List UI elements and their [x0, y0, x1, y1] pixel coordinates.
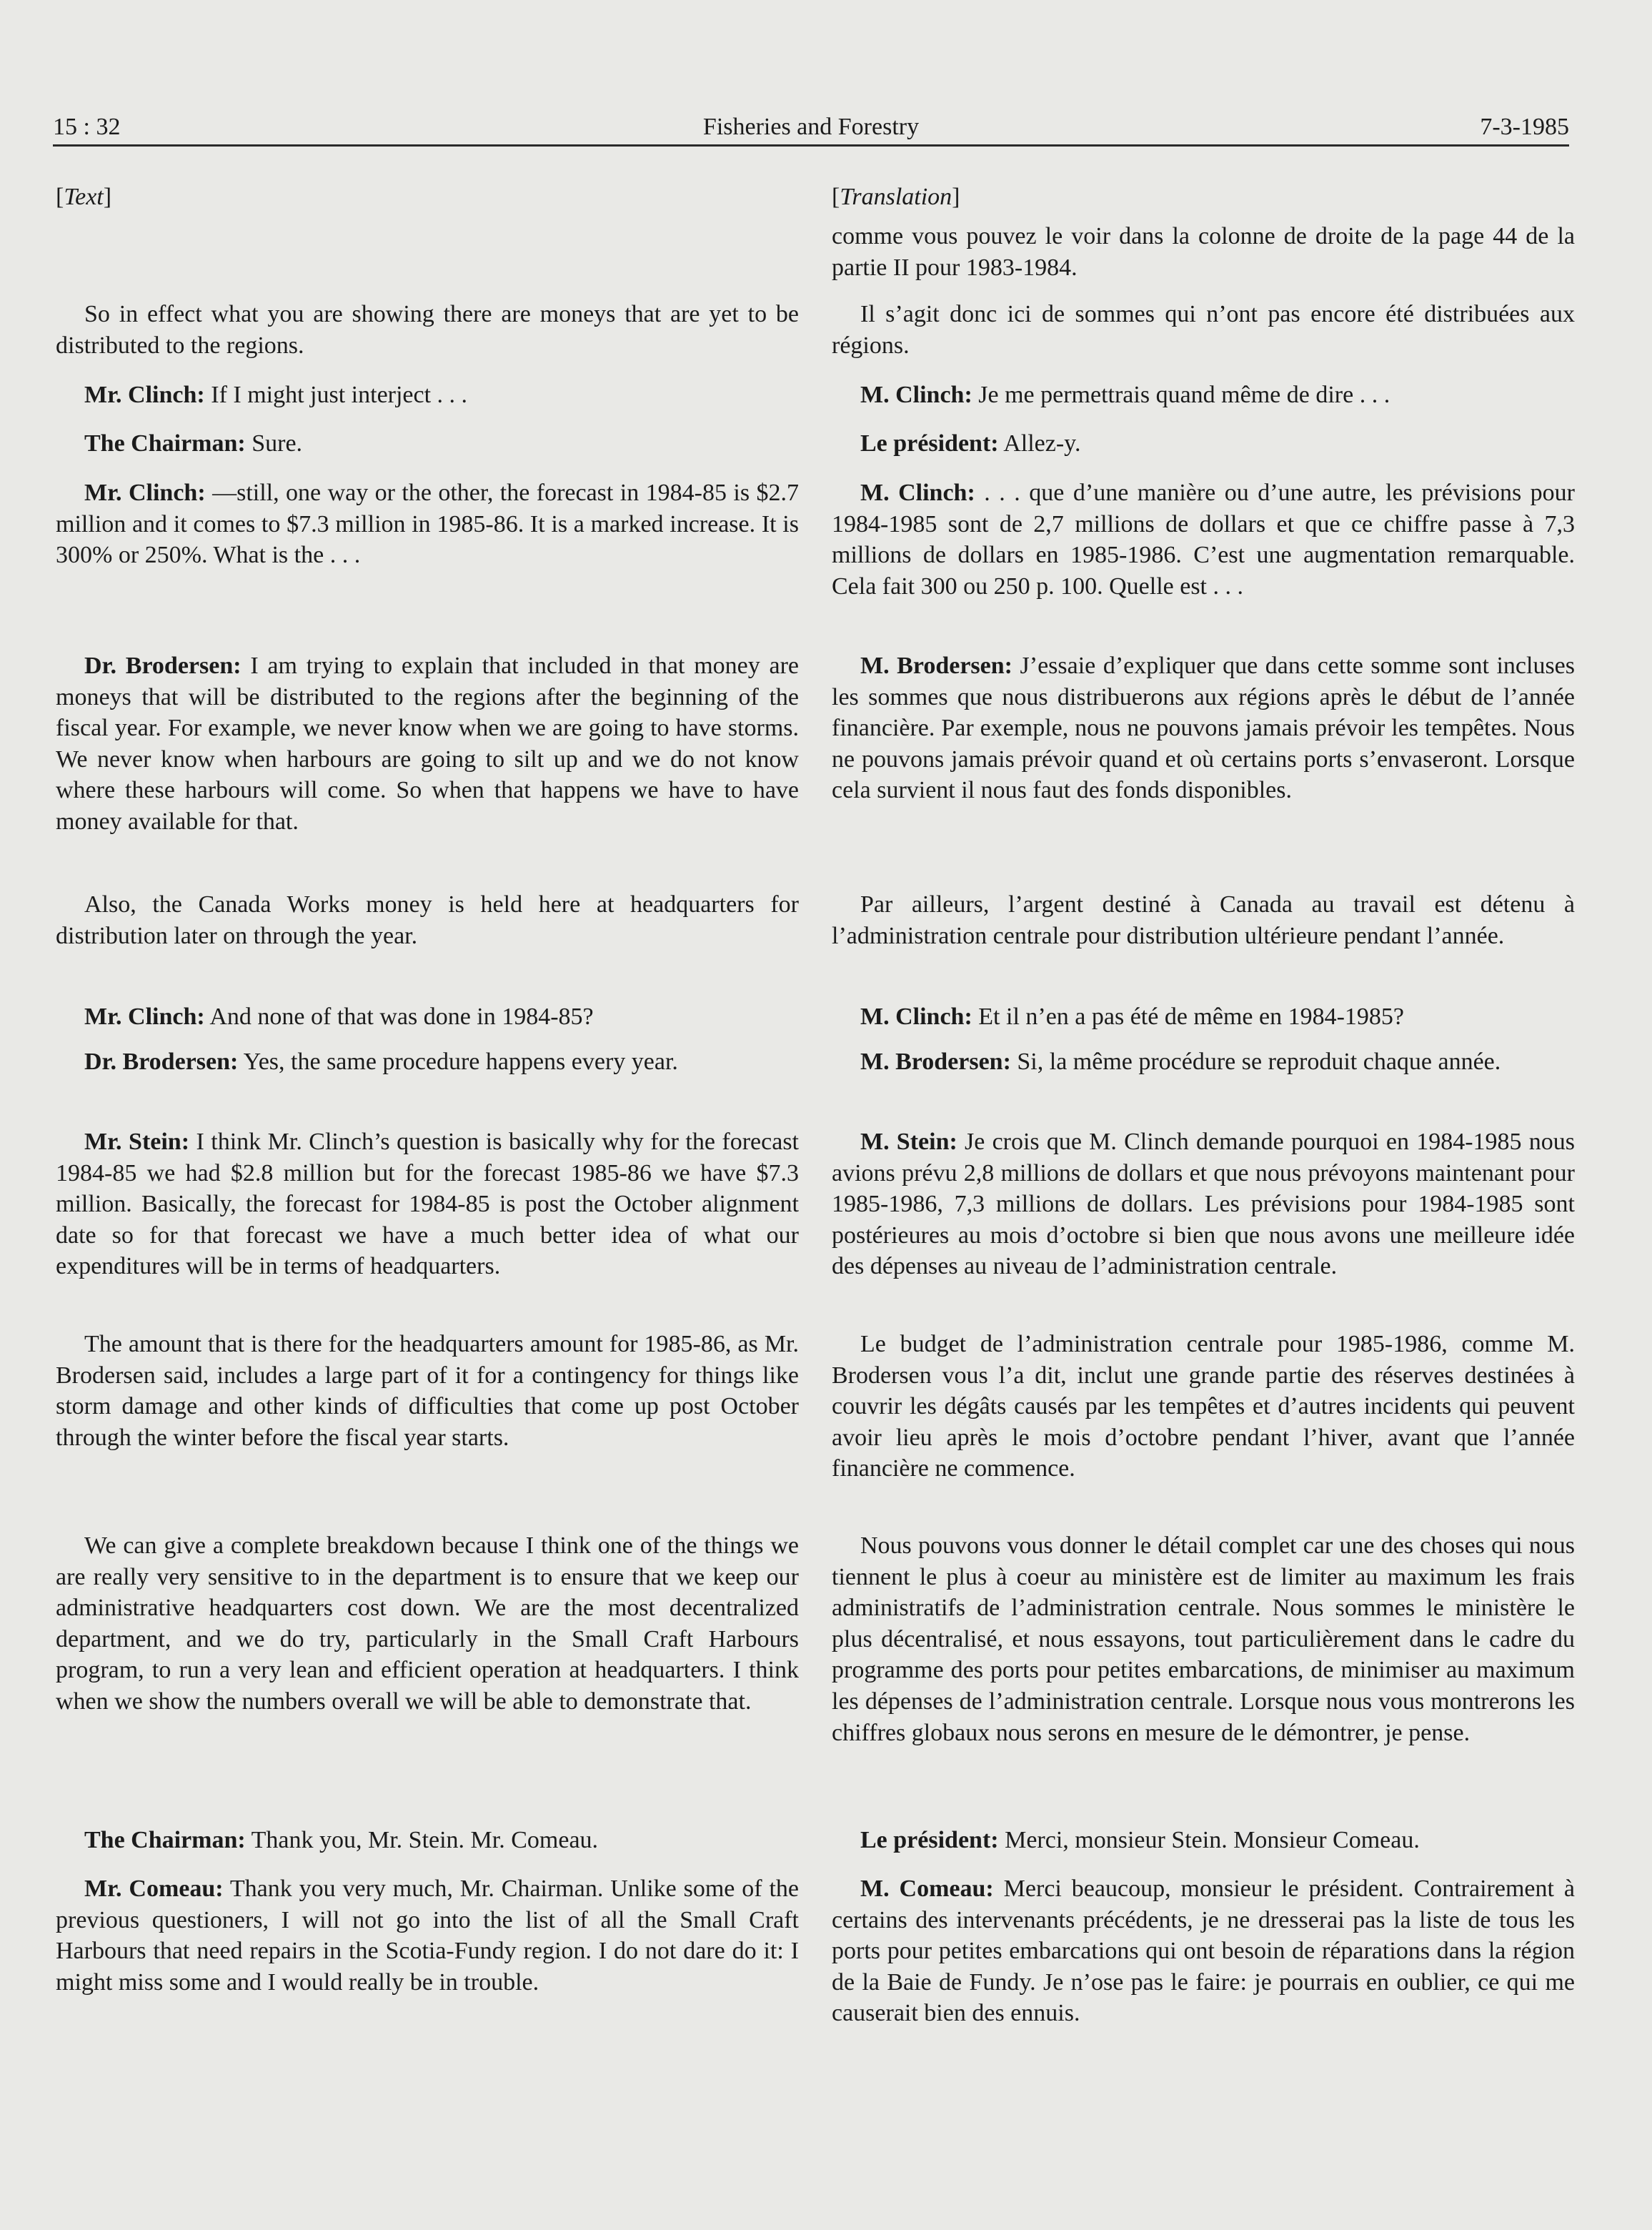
paragraph: Mr. Clinch: And none of that was done in 1984-85?: [84, 1004, 594, 1030]
paragraph: We can give a complete breakdown because I think one of the things we are really very sensitive to in the department is to ensure that we keep our administrative headquarters cost down. We are the most decentralized department, and we do try, particularly in the Small Craft Harbours program, to run a very lean and efficient operation at headquarters. I think when we show the numbers overall we will be able to demonstrate that.: [56, 1532, 799, 1715]
running-header: [53, 107, 1569, 147]
paragraph: Also, the Canada Works money is held here at headquarters for distribution later on through the year.: [56, 891, 799, 949]
paragraph: Mr. Clinch: If I might just interject . . .: [84, 382, 468, 408]
paragraph: M. Clinch: . . . que d’une manière ou d’une autre, les prévisions pour 1984-1985 sont de 2,7 millions de dollars et que ce chiffre passe à 7,3 millions de dollars en 1985-1986. C’est une augmentation remarquable. Cela fait 300 ou 250 p. 100. Quelle est . . .: [832, 480, 1575, 600]
paragraph: Nous pouvons vous donner le détail complet car une des choses qui nous tiennent le plus à coeur au ministère est de limiter au maximum les frais administratifs de l’administration centrale. Nous sommes le ministère le plus décentralisé, et nous essayons, tout particulièrement dans le cadre du programme des ports pour petites embarcations, de minimiser au maximum les dépenses de l’administration centrale. Lorsque nous vous montrerons les chiffres globaux nous serons en mesure de le démontrer, je pense.: [832, 1532, 1575, 1746]
paragraph: M. Brodersen: Si, la même procédure se reproduit chaque année.: [860, 1049, 1501, 1075]
paragraph: The amount that is there for the headquarters amount for 1985-86, as Mr. Brodersen said, includes a large part of it for a contingency for things like storm damage and other kinds of difficulties that come up post October through the winter before the fiscal year starts.: [56, 1331, 799, 1451]
paragraph: The Chairman: Thank you, Mr. Stein. Mr. Comeau.: [84, 1827, 599, 1853]
paragraph: Dr. Brodersen: Yes, the same procedure happens every year.: [84, 1049, 678, 1075]
publication-title: Fisheries and Forestry: [702, 114, 920, 140]
section-label: [Text]: [56, 184, 112, 210]
paragraph: The Chairman: Sure.: [84, 430, 303, 457]
section-label: [Translation]: [832, 184, 960, 210]
paragraph: M. Stein: Je crois que M. Clinch demande pourquoi en 1984-1985 nous avions prévu 2,8 millions de dollars et que nous prévoyons maintenant pour 1985-1986, 7,3 millions de dollars. Les prévisions pour 1984-1985 sont postérieures au mois d’octobre si bien que nous avons une meilleure idée des dépenses au niveau de l’administration centrale.: [832, 1129, 1575, 1280]
paragraph: So in effect what you are showing there are moneys that are yet to be distributed to the regions.: [56, 301, 799, 359]
paragraph: M. Clinch: Et il n’en a pas été de même en 1984-1985?: [860, 1004, 1405, 1030]
header-rule: [53, 144, 1569, 147]
paragraph: Mr. Clinch: —still, one way or the other, the forecast in 1984-85 is $2.7 million and it comes to $7.3 million in 1985-86. It is a marked increase. It is 300% or 250%. What is the . . .: [56, 480, 799, 569]
paragraph: Dr. Brodersen: I am trying to explain that included in that money are moneys that will be distributed to the regions after the beginning of the fiscal year. For example, we never know when we are going to have storms. We never know when harbours are going to silt up and we do not know where these harbours will come. So when that happens we have to have money available for that.: [56, 653, 799, 835]
header-date: 7-3-1985: [1480, 114, 1569, 140]
paragraph: Mr. Stein: I think Mr. Clinch’s question is basically why for the forecast 1984-85 we had $2.8 million but for the forecast 1985-86 we have $7.3 million. Basically, the forecast for 1984-85 is post the October alignment date so for that forecast we have a much better idea of what our expenditures will be in terms of headquarters.: [56, 1129, 799, 1280]
paragraph: M. Brodersen: J’essaie d’expliquer que dans cette somme sont incluses les sommes que nous distribuerons aux régions après le début de l’année financière. Par exemple, nous ne pouvons jamais prévoir les tempêtes. Nous ne pouvons jamais prévoir quand et où certains ports s’envaseront. Lorsque cela survient il nous faut des fonds disponibles.: [832, 653, 1576, 804]
paragraph: comme vous pouvez le voir dans la colonne de droite de la page 44 de la partie II pour 1983-1984.: [832, 223, 1575, 281]
paragraph: Il s’agit donc ici de sommes qui n’ont pas encore été distribuées aux régions.: [832, 301, 1575, 359]
paragraph: Le président: Allez-y.: [860, 430, 1081, 457]
page-number: 15 : 32: [53, 114, 121, 140]
paragraph: M. Comeau: Merci beaucoup, monsieur le président. Contrairement à certains des intervenants précédents, je ne dresserai pas la liste de tous les ports pour petites embarcations qui ont besoin de réparations dans la région de la Baie de Fundy. Je n’ose pas le faire: je pourrais en oublier, ce qui me causerait bien des ennuis.: [832, 1875, 1575, 2027]
paragraph: Par ailleurs, l’argent destiné à Canada au travail est détenu à l’administration centrale pour distribution ultérieure pendant l’année.: [832, 891, 1575, 949]
paragraph: Le budget de l’administration centrale pour 1985-1986, comme M. Brodersen vous l’a dit, inclut une grande partie des réserves destinées à couvrir les dégâts causés par les tempêtes et d’autres incidents qui peuvent avoir lieu après le mois d’octobre pendant l’hiver, avant que l’année financière ne commence.: [832, 1331, 1575, 1482]
paragraph: Mr. Comeau: Thank you very much, Mr. Chairman. Unlike some of the previous questioners, I will not go into the list of all the Small Craft Harbours that need repairs in the Scotia-Fundy region. I do not dare do it: I might miss some and I would really be in trouble.: [56, 1875, 799, 1996]
paragraph: M. Clinch: Je me permettrais quand même de dire . . .: [860, 382, 1390, 408]
paragraph: Le président: Merci, monsieur Stein. Monsieur Comeau.: [860, 1827, 1420, 1853]
